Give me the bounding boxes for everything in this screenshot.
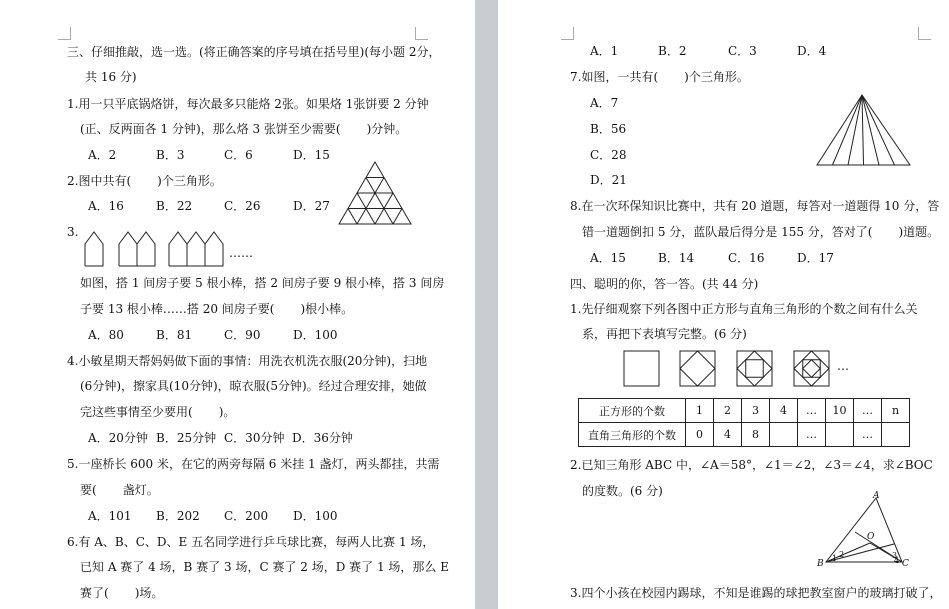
q8-option-a[interactable]: A．15 bbox=[590, 251, 626, 265]
q3-number: 3. bbox=[67, 225, 79, 239]
q4-line3: 完这些事情至少要用( )。 bbox=[80, 405, 236, 419]
q7-line1: 7.如图，一共有( )个三角形。 bbox=[570, 70, 749, 84]
label-o: O bbox=[867, 532, 875, 542]
q2-option-d[interactable]: D．27 bbox=[293, 199, 330, 213]
q7-option-b[interactable]: B．56 bbox=[590, 122, 627, 136]
q5-option-d[interactable]: D．100 bbox=[293, 509, 338, 523]
table-input-cell[interactable] bbox=[770, 423, 798, 447]
p3-line1: 3.四个小孩在校园内踢球，不知是谁踢的球把教室窗户的玻璃打破了， bbox=[570, 586, 942, 600]
label-angle-2: 2 bbox=[839, 550, 845, 559]
q3-option-c[interactable]: C．90 bbox=[224, 328, 261, 342]
q1-option-d[interactable]: D．15 bbox=[293, 148, 330, 162]
page-gutter bbox=[475, 0, 498, 609]
table-cell: 3 bbox=[742, 399, 770, 423]
q1-option-b[interactable]: B．3 bbox=[156, 148, 185, 162]
table-cell: … bbox=[854, 423, 882, 447]
crop-mark bbox=[561, 27, 574, 40]
table-input-cell[interactable] bbox=[826, 423, 854, 447]
q1-option-a[interactable]: A．2 bbox=[88, 148, 117, 162]
q8-line1: 8.在一次环保知识比赛中，共有 20 道题，每答对一道题得 10 分，答 bbox=[570, 199, 940, 213]
q7-option-a[interactable]: A．7 bbox=[590, 96, 619, 110]
q2-option-c[interactable]: C．26 bbox=[224, 199, 261, 213]
label-c: C bbox=[902, 559, 909, 569]
q3-line2: 子要 13 根小棒……搭 20 间房子要( )根小棒。 bbox=[80, 302, 354, 316]
table-row-squares bbox=[579, 399, 910, 423]
table-cell: 4 bbox=[714, 423, 742, 447]
q3-option-d[interactable]: D．100 bbox=[293, 328, 338, 342]
q5-line1: 5.一座桥长 600 米，在它的两旁每隔 6 米挂 1 盏灯，两头都挂，共需 bbox=[67, 457, 440, 471]
q6-line3: 赛了( )场。 bbox=[80, 586, 164, 600]
label-a: A bbox=[873, 491, 880, 501]
q8-option-d[interactable]: D．17 bbox=[797, 251, 834, 265]
section3-title-cont: 共 16 分) bbox=[85, 70, 137, 84]
section4-title: 四、聪明的你，答一答。(共 44 分) bbox=[570, 277, 759, 291]
table-cell: n bbox=[882, 399, 910, 423]
table-cell: … bbox=[798, 399, 826, 423]
q6-line2: 已知 A 赛了 4 场，B 赛了 3 场，C 赛了 2 场，D 赛了 1 场，那么 E bbox=[80, 560, 449, 574]
q2-option-b[interactable]: B．22 bbox=[156, 199, 193, 213]
section3-title: 三、仔细推敲，选一选。(将正确答案的序号填在括号里)(每小题 2分， bbox=[67, 45, 441, 59]
table-input-cell[interactable] bbox=[882, 423, 910, 447]
q3-option-b[interactable]: B．81 bbox=[156, 328, 193, 342]
q3-line1: 如图，搭 1 间房子要 5 根小棒，搭 2 间房子要 9 根小棒，搭 3 间房 bbox=[80, 276, 445, 290]
squares-triangles-table bbox=[578, 398, 910, 447]
q8-option-c[interactable]: C．16 bbox=[728, 251, 765, 265]
q6-option-d[interactable]: D．4 bbox=[797, 44, 827, 58]
q1-line2: (正、反两面各 1 分钟)，那么烙 3 张饼至少需要( )分钟。 bbox=[80, 122, 408, 136]
table-cell: 1 bbox=[686, 399, 714, 423]
crop-mark bbox=[58, 27, 71, 40]
table-cell: … bbox=[798, 423, 826, 447]
table-cell: 2 bbox=[714, 399, 742, 423]
q2-option-a[interactable]: A．16 bbox=[88, 199, 124, 213]
crop-mark bbox=[918, 27, 931, 40]
houses-figure bbox=[82, 228, 232, 268]
q7-option-c[interactable]: C．28 bbox=[590, 148, 627, 162]
table-row-triangles bbox=[579, 423, 910, 447]
q4-line2: (6分钟)，擦家具(10分钟)，晾衣服(5分钟)。经过合理安排，她做 bbox=[80, 379, 427, 393]
q4-option-b[interactable]: B．25分钟 bbox=[156, 431, 217, 445]
q4-option-c[interactable]: C．30分钟 bbox=[224, 431, 285, 445]
table-cell: 直角三角形的个数 bbox=[579, 423, 686, 447]
nested-squares-figure bbox=[622, 350, 852, 388]
q5-option-c[interactable]: C．200 bbox=[224, 509, 269, 523]
q2-line1: 2.图中共有( )个三角形。 bbox=[67, 174, 222, 188]
label-b: B bbox=[817, 559, 824, 569]
q7-option-d[interactable]: D．21 bbox=[590, 173, 627, 187]
q4-line1: 4.小敏星期天帮妈妈做下面的事情：用洗衣机洗衣服(20分钟)，扫地 bbox=[67, 354, 428, 368]
q6-option-b[interactable]: B．2 bbox=[658, 44, 687, 58]
right-page bbox=[498, 0, 949, 609]
triangle-abc-figure bbox=[814, 488, 914, 570]
q3-option-a[interactable]: A．80 bbox=[88, 328, 124, 342]
q4-option-a[interactable]: A．20分钟 bbox=[88, 431, 148, 445]
triangle-grid-figure bbox=[337, 160, 413, 226]
q4-option-d[interactable]: D．36分钟 bbox=[292, 431, 353, 445]
table-cell: 8 bbox=[742, 423, 770, 447]
p1-line1: 1.先仔细观察下列各图中正方形与直角三角形的个数之间有什么关 bbox=[570, 302, 918, 316]
q5-option-a[interactable]: A．101 bbox=[88, 509, 132, 523]
squares-ellipsis: … bbox=[837, 359, 849, 373]
crop-mark bbox=[415, 27, 428, 40]
q1-line1: 1.用一只平底锅烙饼，每次最多只能烙 2张。如果烙 1张饼要 2 分钟 bbox=[67, 97, 429, 111]
label-angle-4: 4 bbox=[894, 556, 900, 565]
table-cell: 0 bbox=[686, 423, 714, 447]
table-cell: 4 bbox=[770, 399, 798, 423]
table-cell: … bbox=[854, 399, 882, 423]
q6-option-a[interactable]: A．1 bbox=[590, 44, 619, 58]
q8-line2: 错一道题倒扣 5 分，蓝队最后得分是 155 分，答对了( )道题。 bbox=[582, 225, 940, 239]
p1-line2: 系，再把下表填写完整。(6 分) bbox=[582, 327, 747, 341]
p2-line1: 2.已知三角形 ABC 中，∠A＝58°，∠1＝∠2，∠3＝∠4，求∠BOC bbox=[570, 458, 933, 472]
q5-option-b[interactable]: B．202 bbox=[156, 509, 200, 523]
q6-line1: 6.有 A、B、C、D、E 五名同学进行乒乓球比赛，每两人比赛 1 场， bbox=[67, 535, 435, 549]
table-cell: 10 bbox=[826, 399, 854, 423]
q8-option-b[interactable]: B．14 bbox=[658, 251, 695, 265]
q1-option-c[interactable]: C．6 bbox=[224, 148, 253, 162]
q5-line2: 要( 盏灯。 bbox=[80, 483, 159, 497]
houses-ellipsis: …… bbox=[229, 246, 253, 260]
p2-line2: 的度数。(6 分) bbox=[582, 484, 663, 498]
q6-option-c[interactable]: C．3 bbox=[728, 44, 757, 58]
label-angle-1: 1 bbox=[832, 554, 838, 563]
label-angle-3: 3 bbox=[892, 551, 898, 560]
table-cell: 正方形的个数 bbox=[579, 399, 686, 423]
fan-triangle-figure bbox=[814, 92, 914, 168]
